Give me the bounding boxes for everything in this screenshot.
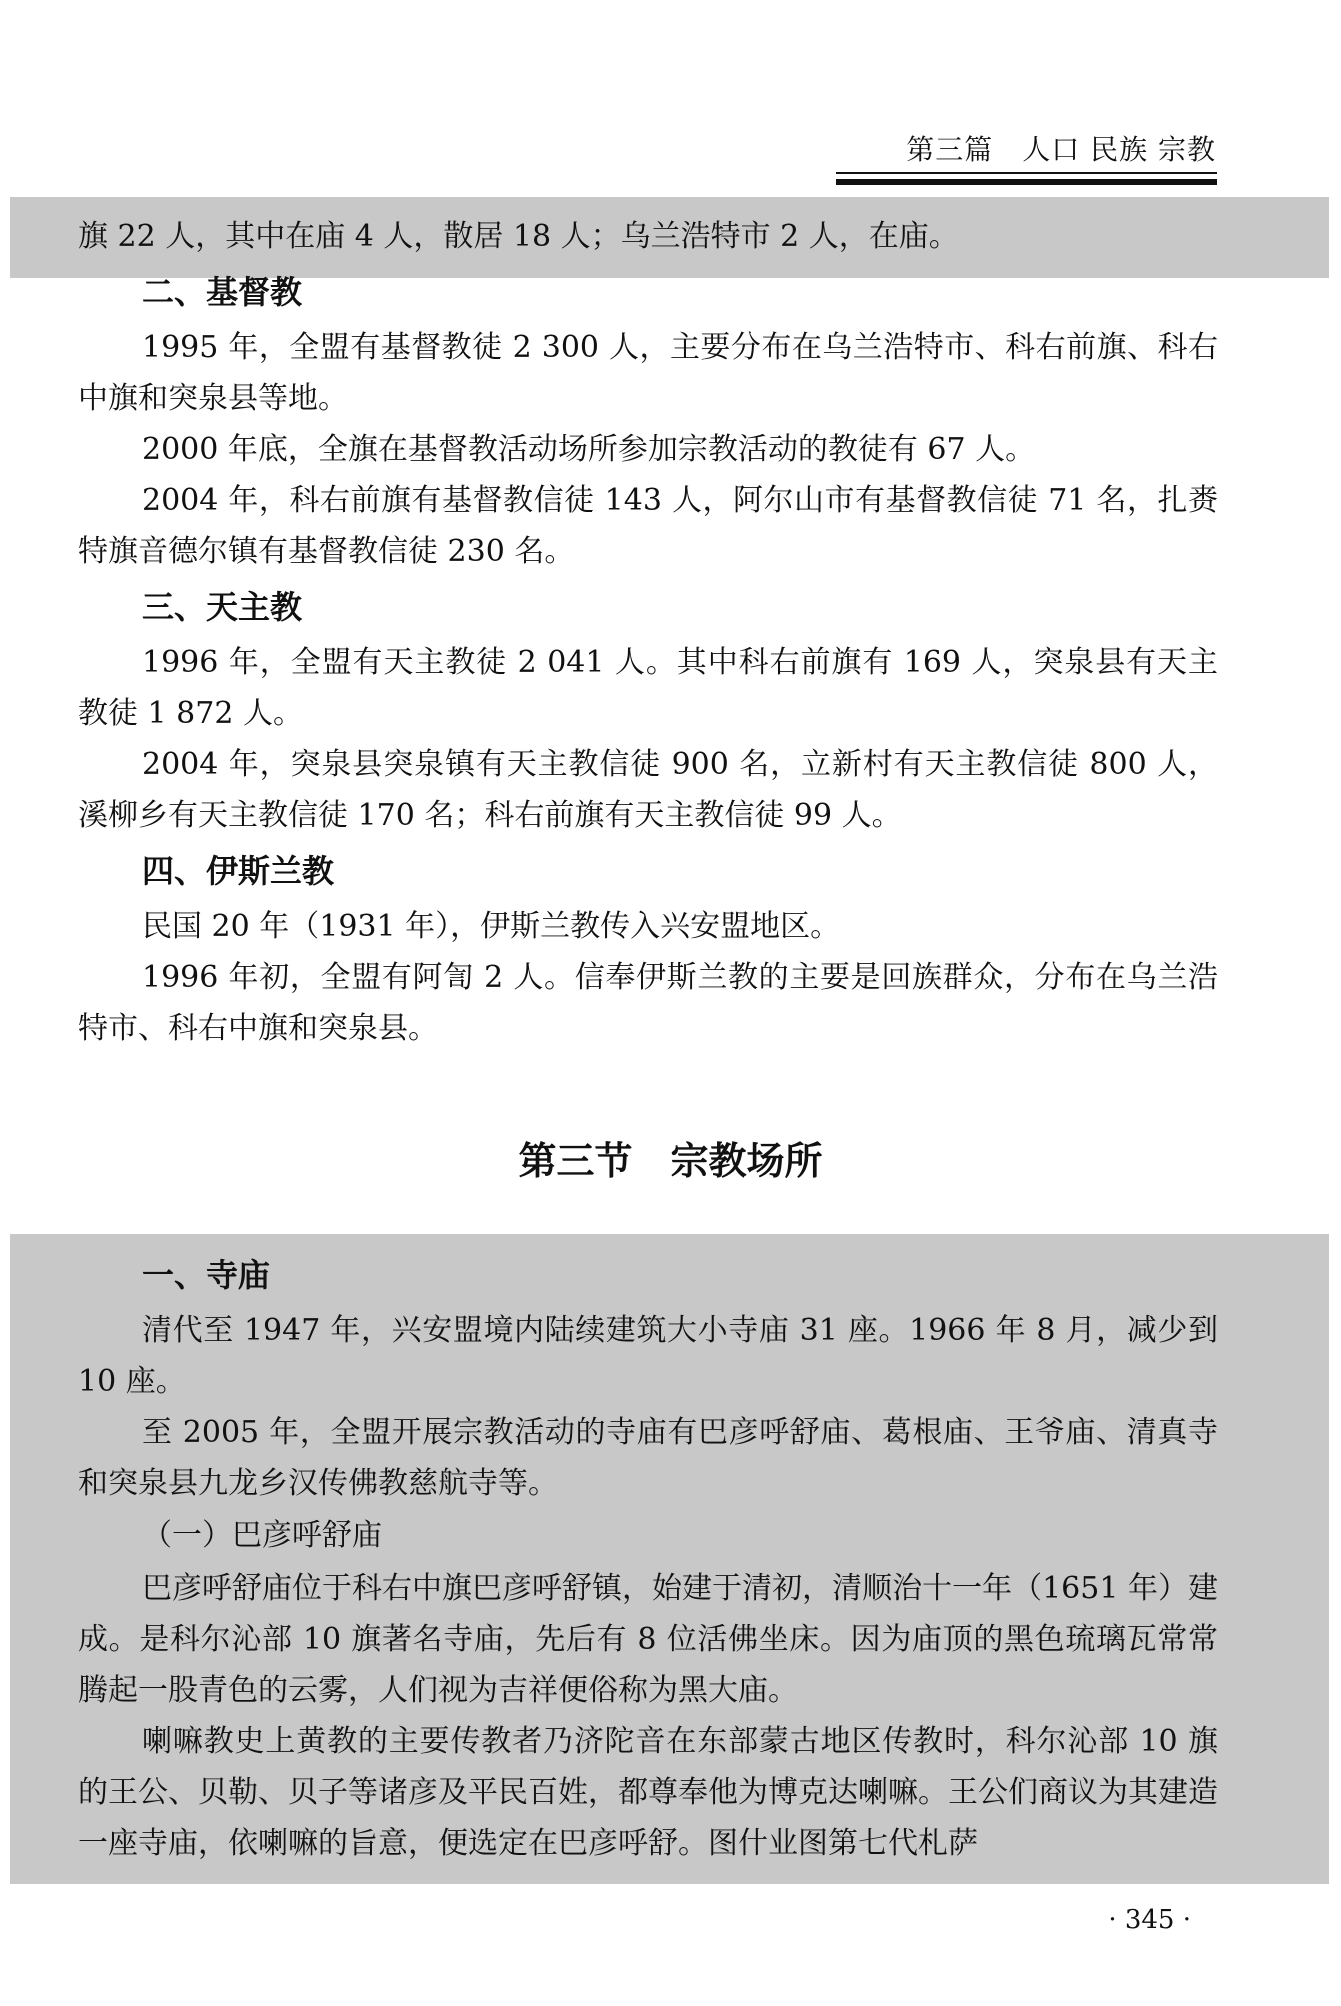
paragraph-continued: 旗 22 人，其中在庙 4 人，散居 18 人；乌兰浩特市 2 人，在庙。	[78, 219, 959, 254]
text-upper	[78, 211, 1218, 1054]
header-rule-thin	[836, 172, 1217, 174]
page-number: · 345 ·	[1108, 1905, 1191, 1935]
paragraph: 2004 年，突泉县突泉镇有天主教信徒 900 名，立新村有天主教信徒 800 人，溪柳乡有天主教信徒 170 名；科右前旗有天主教信徒 99 人。	[78, 747, 1218, 833]
paragraph: 巴彦呼舒庙位于科右中旗巴彦呼舒镇，始建于清初，清顺治十一年（1651 年）建成。是科尔沁部 10 旗著名寺庙，先后有 8 位活佛坐床。因为庙顶的黑色琉璃瓦常常腾起一股青色的云雾，人们视为吉祥便俗称为黑大庙。	[78, 1571, 1218, 1708]
heading-christianity: 二、基督教	[142, 273, 303, 311]
subheading-bayanhushu-temple: （一）巴彦呼舒庙	[142, 1518, 382, 1553]
header-rule-thick	[836, 179, 1217, 185]
section-title: 第三节 宗教场所	[518, 1139, 823, 1183]
paragraph: 2000 年底，全旗在基督教活动场所参加宗教活动的教徒有 67 人。	[142, 432, 1036, 467]
paragraph: 至 2005 年，全盟开展宗教活动的寺庙有巴彦呼舒庙、葛根庙、王爷庙、清真寺和突泉县九龙乡汉传佛教慈航寺等。	[78, 1415, 1218, 1501]
paragraph: 喇嘛教史上黄教的主要传教者乃济陀音在东部蒙古地区传教时，科尔沁部 10 旗的王公、贝勒、贝子等诸彦及平民百姓，都尊奉他为博克达喇嘛。王公们商议为其建造一座寺庙，依喇嘛的旨意，便选定在巴彦呼舒。图什业图第七代札萨	[78, 1724, 1218, 1861]
text-lower	[78, 1245, 1218, 1869]
paragraph: 1995 年，全盟有基督教徒 2 300 人，主要分布在乌兰浩特市、科右前旗、科右中旗和突泉县等地。	[78, 330, 1218, 416]
paragraph: 清代至 1947 年，兴安盟境内陆续建筑大小寺庙 31 座。1966 年 8 月，减少到 10 座。	[78, 1313, 1218, 1399]
running-header: 第三篇 人口 民族 宗教	[906, 133, 1216, 166]
paragraph: 1996 年初，全盟有阿訇 2 人。信奉伊斯兰教的主要是回族群众，分布在乌兰浩特市、科右中旗和突泉县。	[78, 960, 1218, 1046]
heading-temples: 一、寺庙	[142, 1256, 271, 1294]
paragraph: 2004 年，科右前旗有基督教信徒 143 人，阿尔山市有基督教信徒 71 名，扎赉特旗音德尔镇有基督教信徒 230 名。	[78, 483, 1218, 569]
heading-catholicism: 三、天主教	[142, 588, 303, 626]
paragraph: 民国 20 年（1931 年），伊斯兰教传入兴安盟地区。	[142, 909, 841, 944]
paragraph: 1996 年，全盟有天主教徒 2 041 人。其中科右前旗有 169 人，突泉县有天主教徒 1 872 人。	[78, 645, 1218, 731]
heading-islam: 四、伊斯兰教	[142, 852, 335, 890]
